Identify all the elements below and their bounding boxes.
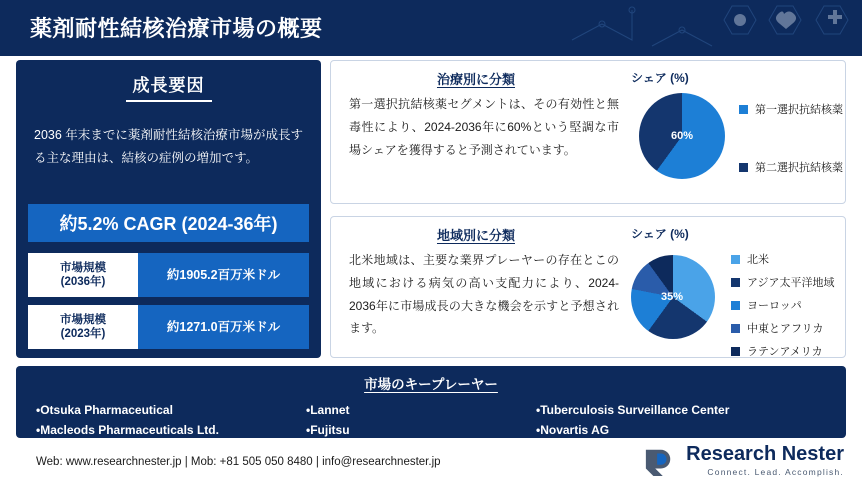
list-item: •Fujitsu bbox=[306, 422, 350, 437]
legend-label: 北米 bbox=[747, 254, 769, 266]
legend-item bbox=[739, 101, 843, 117]
list-item: •Lannet bbox=[306, 403, 350, 417]
legend-label: 第一選択抗結核薬 bbox=[755, 104, 843, 116]
title-underline bbox=[126, 100, 212, 102]
legend-item bbox=[731, 251, 835, 267]
growth-panel-text: 2036 年末までに薬剤耐性結核治療市場が成長する主な理由は、結核の症例の増加です。 bbox=[34, 128, 303, 166]
legend-label: 第二選択抗結核薬 bbox=[755, 162, 843, 174]
footer-contact: Web: www.researchnester.jp | Mob: +81 505 050 8480 | info@researchnester.jp bbox=[36, 456, 441, 468]
label-line-2: (2023年) bbox=[60, 328, 106, 340]
legend-region bbox=[731, 251, 835, 366]
growth-panel-title: 成長要因 bbox=[132, 76, 205, 95]
legend-item bbox=[739, 159, 843, 175]
pie-slice-label: 35% bbox=[661, 291, 684, 303]
label-line-1: 市場規模 bbox=[60, 313, 106, 326]
pie-slice-label: 60% bbox=[671, 130, 694, 142]
list-item: •Tuberculosis Surveillance Center bbox=[536, 403, 730, 417]
pie-chart-region bbox=[631, 255, 715, 339]
legend-swatch-icon bbox=[731, 255, 740, 264]
legend-treatment bbox=[739, 101, 843, 182]
market-size-2036-row bbox=[28, 253, 309, 297]
card-body-text: 第一選択抗結核薬セグメントは、その有効性と無毒性により、2024-2036年に60%という堅調な市場シェアを獲得すると予測されています。 bbox=[349, 97, 619, 157]
legend-item bbox=[731, 320, 835, 336]
legend-label: 中東とアフリカ bbox=[747, 323, 824, 335]
market-size-2023-value: 約1271.0百万米ドル bbox=[138, 305, 309, 349]
legend-swatch-icon bbox=[731, 278, 740, 287]
gear-icon bbox=[734, 14, 746, 26]
market-size-2023-row bbox=[28, 305, 309, 349]
heart-pulse-icon bbox=[776, 12, 796, 30]
legend-label: アジア太平洋地域 bbox=[747, 277, 835, 289]
legend-swatch-icon bbox=[739, 163, 748, 172]
legend-swatch-icon bbox=[739, 105, 748, 114]
key-players-column-3 bbox=[536, 401, 826, 441]
card-header bbox=[331, 61, 845, 88]
list-item: •Otsuka Pharmaceutical bbox=[36, 403, 173, 417]
card-subtitle: 治療別に分類 bbox=[436, 72, 515, 87]
market-size-2036-value: 約1905.2百万米ドル bbox=[138, 253, 309, 297]
label-line-2: (2036年) bbox=[60, 276, 106, 288]
legend-label: ラテンアメリカ bbox=[747, 346, 823, 358]
brand-tagline: Connect. Lead. Accomplish. bbox=[707, 467, 844, 477]
market-size-2023-label bbox=[28, 305, 138, 349]
share-axis-label: シェア (%) bbox=[631, 227, 689, 241]
list-item: •Macleods Pharmaceuticals Ltd. bbox=[36, 422, 219, 437]
market-size-2036-label bbox=[28, 253, 138, 297]
segment-card-treatment bbox=[330, 60, 846, 204]
legend-swatch-icon bbox=[731, 301, 740, 310]
list-item: •Novartis AG bbox=[536, 422, 610, 437]
brand-logo bbox=[640, 444, 844, 477]
legend-swatch-icon bbox=[731, 347, 740, 356]
cagr-badge bbox=[28, 204, 309, 242]
label-line-1: 市場規模 bbox=[60, 261, 106, 274]
page-title: 薬剤耐性結核治療市場の概要 bbox=[30, 16, 323, 41]
pie-graphic bbox=[631, 255, 715, 339]
pie-chart-treatment bbox=[639, 93, 725, 179]
key-players-column-2 bbox=[306, 401, 536, 441]
research-nester-mark-icon bbox=[640, 446, 678, 476]
share-axis-label: シェア (%) bbox=[631, 71, 689, 85]
card-body-text: 北米地域は、主要な業界プレーヤーの存在とこの地域における病気の高い支配力により、2024-2036年に市場成長の大きな機会を示すと予想されます。 bbox=[349, 253, 619, 336]
segment-card-region bbox=[330, 216, 846, 358]
card-subtitle: 地域別に分類 bbox=[436, 228, 515, 243]
pie-graphic bbox=[639, 93, 725, 179]
legend-swatch-icon bbox=[731, 324, 740, 333]
cagr-value: 約5.2% CAGR (2024-36年) bbox=[59, 214, 278, 234]
legend-label: ヨーロッパ bbox=[747, 300, 802, 312]
header-decoration bbox=[562, 0, 862, 56]
brand-name: Research Nester bbox=[686, 443, 844, 465]
card-header bbox=[331, 217, 845, 244]
key-players-columns bbox=[16, 401, 846, 441]
legend-item bbox=[731, 274, 835, 290]
legend-item bbox=[731, 343, 835, 359]
page-header bbox=[0, 0, 862, 56]
key-players-panel bbox=[16, 366, 846, 438]
key-players-column-1 bbox=[36, 401, 306, 441]
growth-drivers-panel bbox=[16, 60, 321, 358]
legend-item bbox=[731, 297, 835, 313]
key-players-title: 市場のキープレーヤー bbox=[364, 377, 498, 392]
